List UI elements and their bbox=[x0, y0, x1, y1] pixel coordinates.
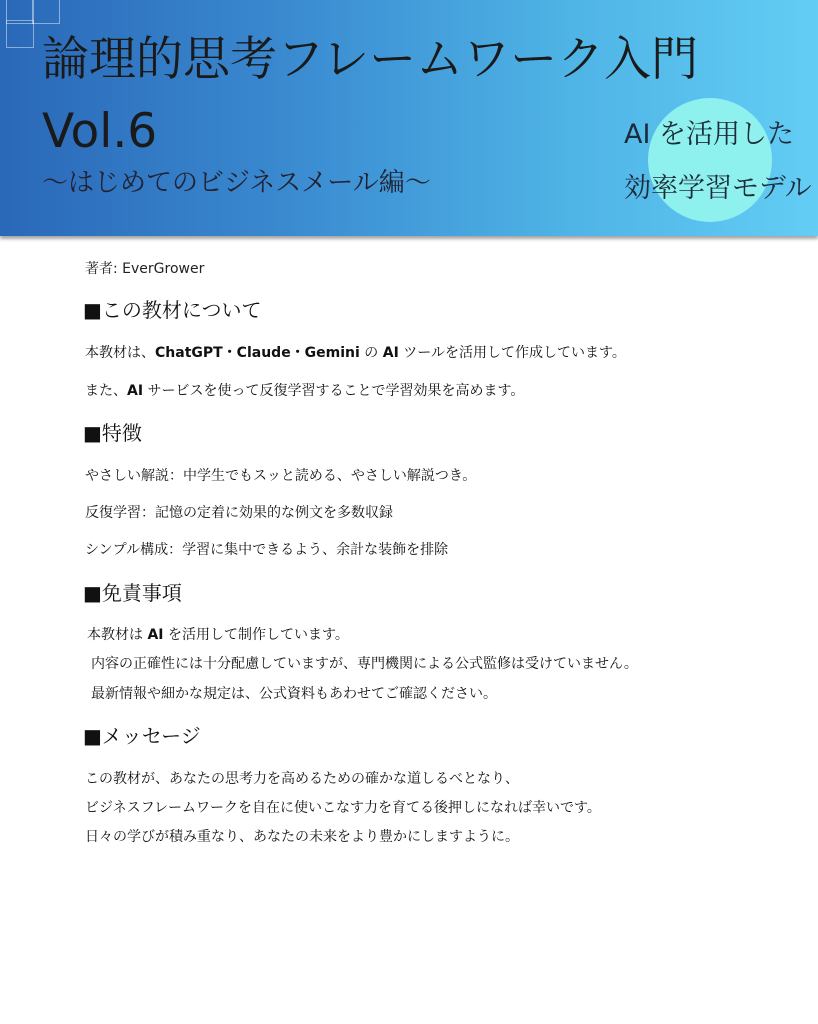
ai-tools-names: ChatGPT・Claude・Gemini bbox=[155, 345, 360, 361]
volume-number: Vol.6 bbox=[42, 104, 158, 159]
disclaimer-line-2: 内容の正確性には十分配慮していますが、専門機関による公式監修は受けていません。 bbox=[91, 656, 638, 672]
section-heading-about: ■この教材について bbox=[83, 298, 262, 322]
about-line-2-pre: また、 bbox=[85, 383, 127, 399]
section-heading-message: ■メッセージ bbox=[83, 724, 201, 748]
book-subtitle: 〜はじめてのビジネスメール編〜 bbox=[42, 168, 431, 198]
book-title: 論理的思考フレームワーク入門 bbox=[42, 32, 699, 87]
decorative-square bbox=[6, 20, 34, 48]
about-line-2 bbox=[85, 380, 524, 400]
badge-text-line2: 効率学習モデル bbox=[624, 173, 812, 204]
about-line-1-pre: 本教材は、 bbox=[85, 345, 155, 361]
feature-item: シンプル構成：学習に集中できるよう、余計な装飾を排除 bbox=[85, 542, 449, 558]
ai-term: AI bbox=[147, 627, 164, 643]
feature-item: 反復学習：記憶の定着に効果的な例文を多数収録 bbox=[85, 505, 393, 521]
message-line: 日々の学びが積み重なり、あなたの未来をより豊かにしますように。 bbox=[85, 829, 519, 845]
cover-banner bbox=[0, 0, 818, 236]
about-line-1-post: ツールを活用して作成しています。 bbox=[398, 345, 626, 361]
disclaimer-line-1-pre: 本教材は bbox=[87, 627, 148, 643]
about-line-1-mid: の bbox=[359, 345, 383, 361]
disclaimer-line-1 bbox=[87, 624, 349, 644]
section-heading-features: ■特徴 bbox=[83, 421, 142, 445]
badge-text-line1: AI を活用した bbox=[624, 119, 795, 150]
about-line-1 bbox=[85, 342, 626, 362]
decorative-square bbox=[32, 0, 60, 24]
about-line-2-post: サービスを使って反復学習することで学習効果を高めます。 bbox=[143, 383, 525, 399]
disclaimer-line-1-post: を活用して制作しています。 bbox=[163, 627, 349, 643]
disclaimer-line-3: 最新情報や細かな規定は、公式資料もあわせてご確認ください。 bbox=[91, 686, 497, 702]
message-line: この教材が、あなたの思考力を高めるための確かな道しるべとなり、 bbox=[85, 771, 519, 787]
message-line: ビジネスフレームワークを自在に使いこなす力を育てる後押しになれば幸いです。 bbox=[85, 800, 601, 816]
feature-item: やさしい解説：中学生でもスッと読める、やさしい解説つき。 bbox=[85, 468, 477, 484]
ai-term: AI bbox=[127, 383, 144, 399]
ai-term: AI bbox=[382, 345, 399, 361]
author-credit: 著者: EverGrower bbox=[85, 261, 205, 277]
section-heading-disclaimer: ■免責事項 bbox=[83, 581, 182, 605]
